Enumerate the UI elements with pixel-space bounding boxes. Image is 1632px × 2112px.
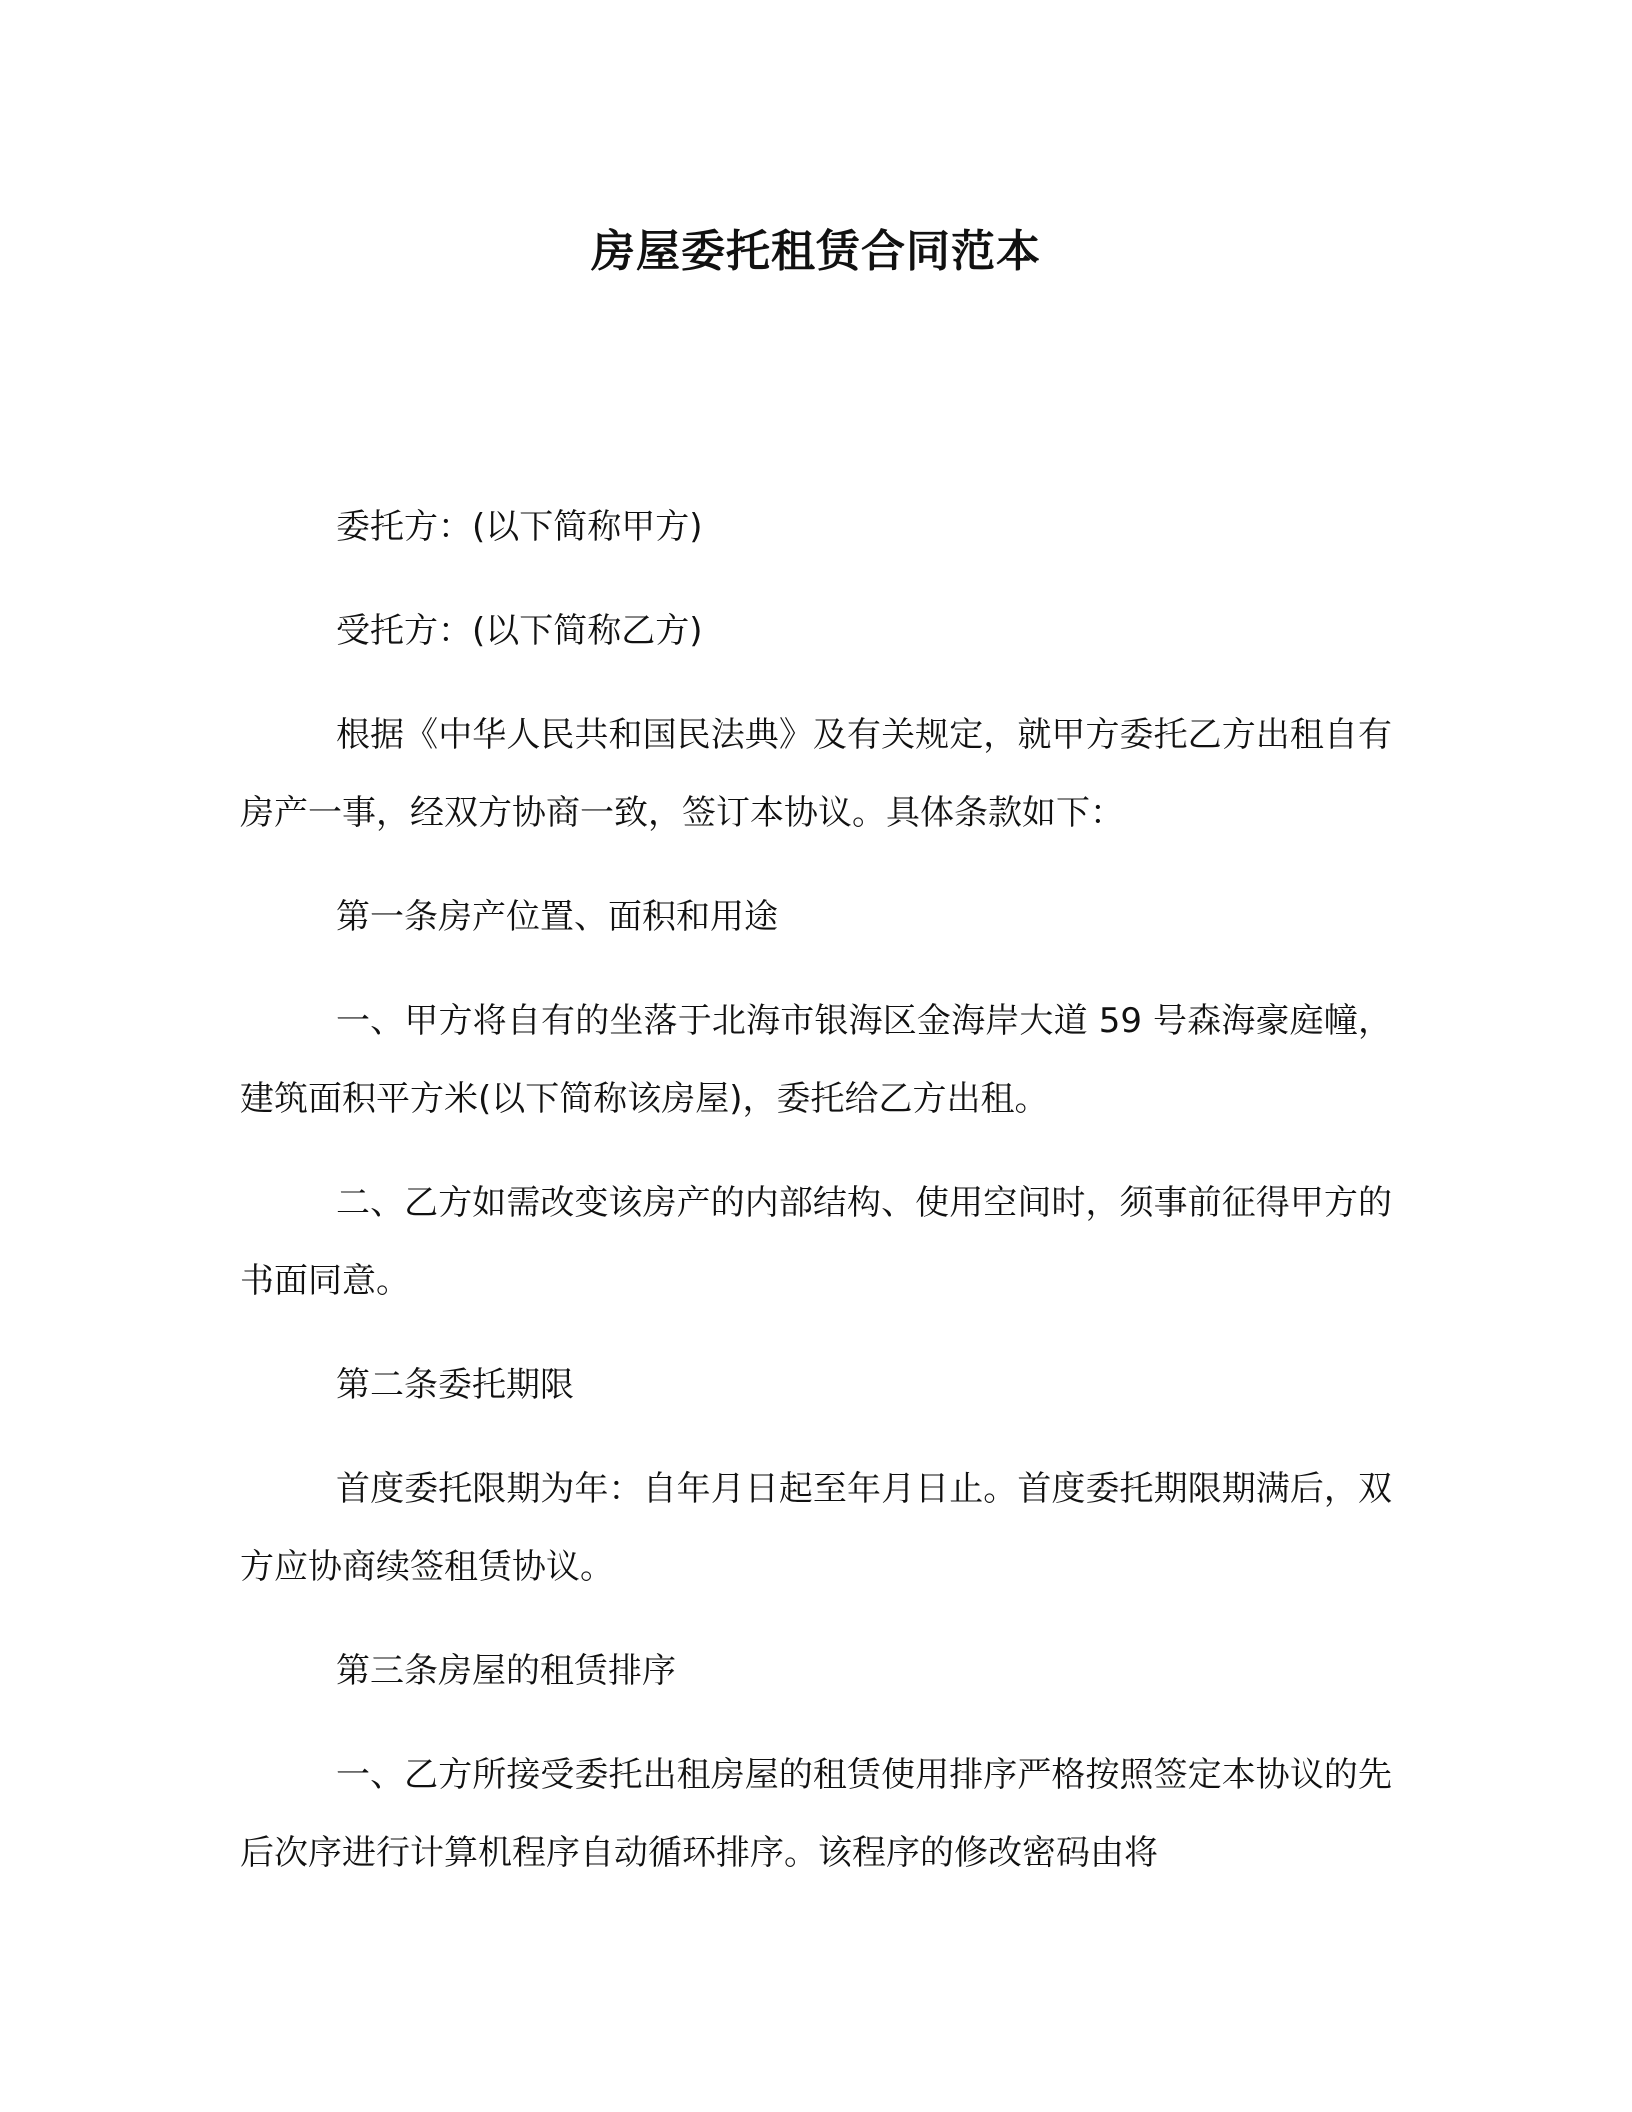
paragraph-clause-3-1: 一、乙方所接受委托出租房屋的租赁使用排序严格按照签定本协议的先后次序进行计算机程序自动循环排序。该程序的修改密码由将 <box>240 1755 1392 1873</box>
document-body <box>240 488 1392 1918</box>
section-heading-3: 第三条房屋的租赁排序 <box>336 1651 676 1691</box>
paragraph-client: 委托方：(以下简称甲方) <box>336 507 703 547</box>
section-heading-1: 第一条房产位置、面积和用途 <box>336 897 778 937</box>
section-heading-2: 第二条委托期限 <box>336 1365 574 1405</box>
paragraph-trustee: 受托方：(以下简称乙方) <box>336 611 703 651</box>
paragraph-clause-1-2: 二、乙方如需改变该房产的内部结构、使用空间时，须事前征得甲方的书面同意。 <box>240 1183 1392 1301</box>
paragraph-clause-1-1: 一、甲方将自有的坐落于北海市银海区金海岸大道 59 号森海豪庭幢，建筑面积平方米(以下简称该房屋)，委托给乙方出租。 <box>240 1001 1392 1119</box>
paragraph-preamble: 根据《中华人民共和国民法典》及有关规定，就甲方委托乙方出租自有房产一事，经双方协商一致，签订本协议。具体条款如下： <box>240 715 1392 833</box>
document-title: 房屋委托租赁合同范本 <box>591 226 1041 277</box>
paragraph-clause-2: 首度委托限期为年：自年月日起至年月日止。首度委托期限期满后，双方应协商续签租赁协议。 <box>240 1469 1392 1587</box>
